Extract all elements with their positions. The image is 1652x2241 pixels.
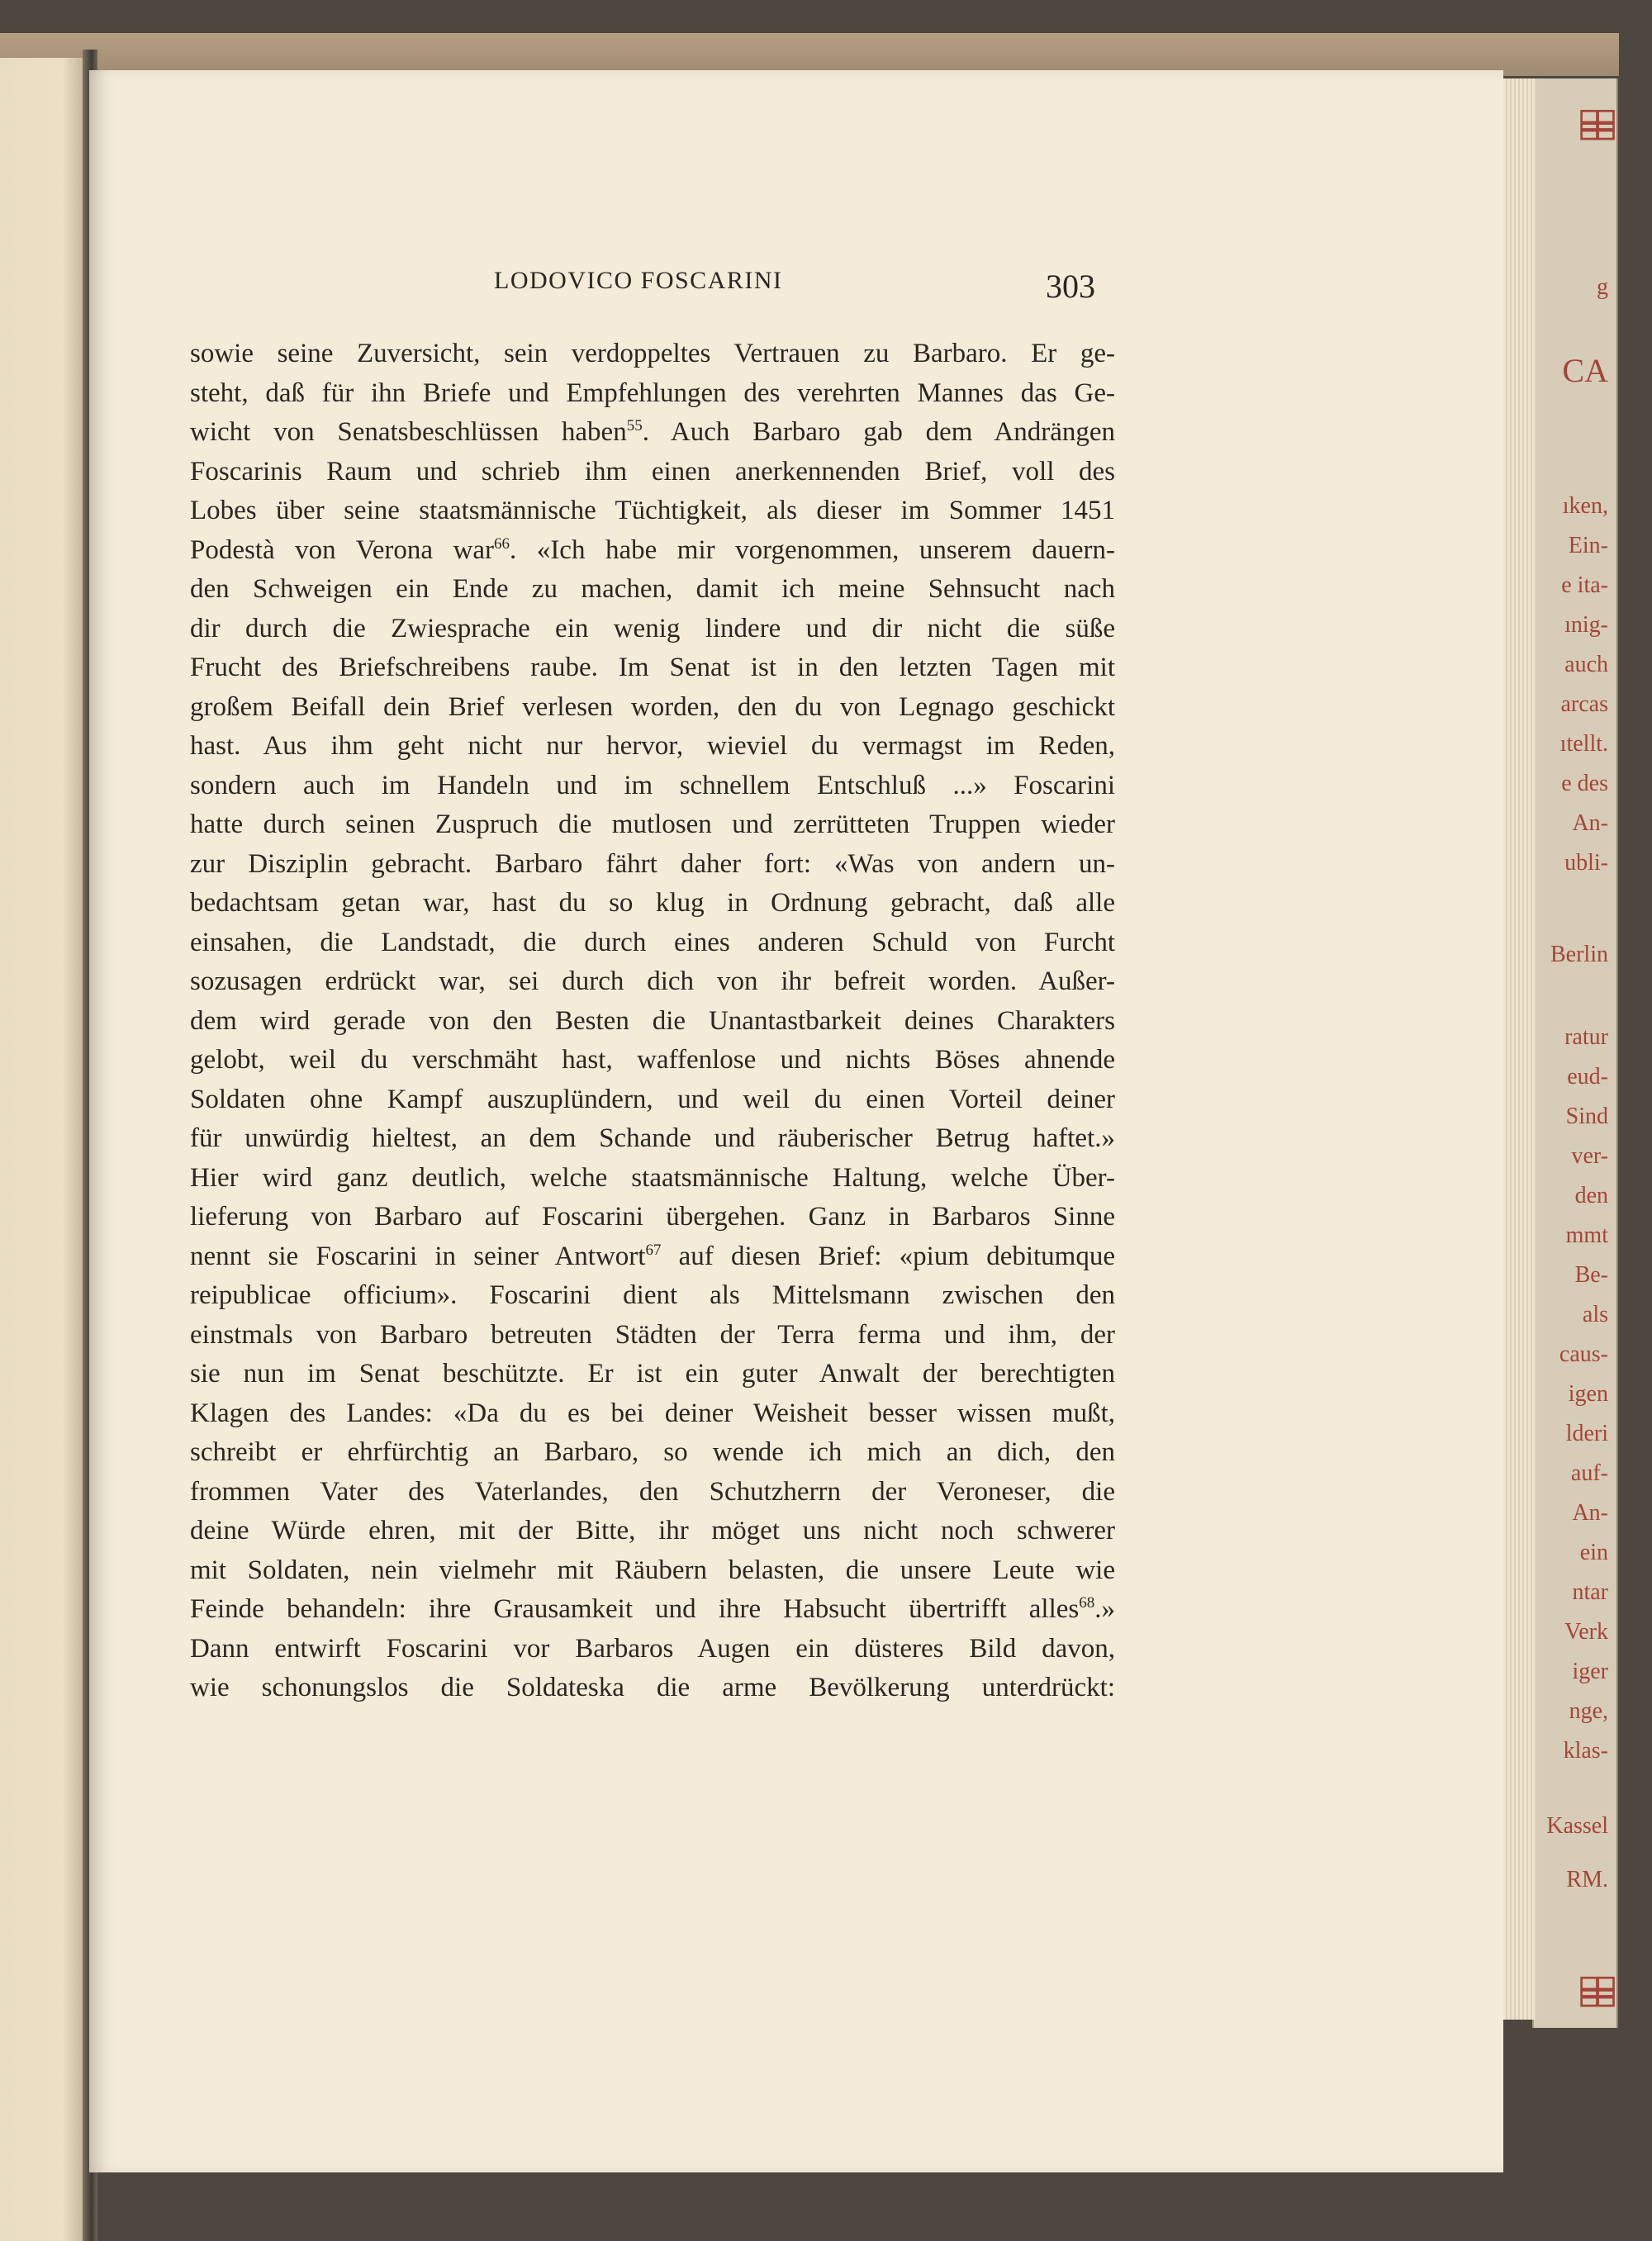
- jacket-fragment: e des: [1561, 771, 1608, 796]
- text-line: Klagen des Landes: «Da du es bei deiner Weisheit besser wissen mußt,: [190, 1398, 1115, 1428]
- jacket-fragment: iger: [1572, 1659, 1608, 1684]
- jacket-fragment: ein: [1579, 1540, 1608, 1565]
- jacket-fragment: klas-: [1563, 1738, 1608, 1764]
- jacket-fragment: ınig-: [1564, 612, 1608, 638]
- text-line: dem wird gerade von den Besten die Unantastbarkeit deines Charakters: [190, 1005, 1115, 1036]
- running-head: LODOVICO FOSCARINI: [494, 267, 783, 294]
- text-line: schreibt er ehrfürchtig an Barbaro, so wende ich mich an dich, den: [190, 1437, 1115, 1467]
- text-line: wicht von Senatsbeschlüssen haben$^{55}$. Auch Barbaro gab dem Andrängen: [190, 417, 1116, 447]
- jacket-fragment: nge,: [1569, 1698, 1608, 1724]
- footnote-ref: 67: [645, 1241, 662, 1259]
- text-line: für unwürdig hieltest, an dem Schande und räuberischer Betrug haftet.»: [190, 1123, 1115, 1153]
- text-line: einsahen, die Landstadt, die durch eines anderen Schuld von Furcht: [190, 927, 1115, 957]
- text-line: Foscarinis Raum und schrieb ihm einen anerkennenden Brief, voll des: [190, 456, 1115, 487]
- jacket-fragment: g: [1597, 274, 1608, 300]
- book-page: [89, 70, 1503, 2172]
- text-line: hast. Aus ihm geht nicht nur hervor, wieviel du vermagst im Reden,: [190, 731, 1115, 761]
- jacket-fragment: igen: [1568, 1381, 1608, 1407]
- jacket-fragment: auch: [1564, 652, 1608, 677]
- jacket-fragment: lderi: [1565, 1421, 1608, 1446]
- text-line: lieferung von Barbaro auf Foscarini übergehen. Ganz in Barbaros Sinne: [190, 1202, 1115, 1232]
- text-line: hatte durch seinen Zuspruch die mutlosen und zerrütteten Truppen wieder: [190, 810, 1115, 839]
- left-page-edge: [0, 58, 89, 2241]
- jacket-fragment: Sind: [1565, 1104, 1608, 1129]
- text-line: einstmals von Barbaro betreuten Städten der Terra ferma und ihm, der: [190, 1319, 1115, 1350]
- jacket-fragment: ntar: [1572, 1579, 1608, 1605]
- jacket-fragment: caus-: [1559, 1341, 1608, 1367]
- greek-key-ornament-icon: ⌸⌸: [1580, 1974, 1612, 2011]
- jacket-fragment: ıken,: [1562, 493, 1608, 519]
- text-line: dir durch die Zwiesprache ein wenig lindere und dir nicht die süße: [190, 613, 1115, 643]
- text-line: den Schweigen ein Ende zu machen, damit ich meine Sehnsucht nach: [190, 574, 1115, 604]
- text-line: Lobes über seine staatsmännische Tüchtigkeit, als dieser im Sommer 1451: [190, 496, 1115, 525]
- jacket-fragment: An-: [1572, 1500, 1608, 1526]
- jacket-fragment: Verk: [1564, 1619, 1608, 1645]
- text-line: nennt sie Foscarini in seiner Antwort$^{67}$ auf diesen Brief: «pium debitumque: [190, 1241, 1115, 1271]
- text-line: steht, daß für ihn Briefe und Empfehlungen des verehrten Mannes das Ge-: [190, 377, 1115, 408]
- jacket-fragment: ver-: [1571, 1143, 1608, 1169]
- footnote-ref: 68: [1079, 1594, 1095, 1612]
- text-line: bedachtsam getan war, hast du so klug in Ordnung gebracht, daß alle: [190, 888, 1115, 918]
- jacket-fragment: auf-: [1570, 1460, 1608, 1486]
- text-line: sowie seine Zuversicht, sein verdoppeltes Vertrauen zu Barbaro. Er ge-: [190, 339, 1115, 368]
- text-line: wie schonungslos die Soldateska die arme Bevölkerung unterdrückt:: [190, 1673, 1115, 1702]
- page-edges: [1499, 78, 1536, 2020]
- text-line: sie nun im Senat beschützte. Er ist ein guter Anwalt der berechtigten: [190, 1359, 1115, 1389]
- jacket-fragment: als: [1582, 1302, 1608, 1327]
- jacket-fragment: Ein-: [1568, 533, 1608, 558]
- text-line: Podestà von Verona war$^{66}$. «Ich habe mir vorgenommen, unserem dauern-: [190, 534, 1115, 565]
- text-line: deine Würde ehren, mit der Bitte, ihr möget uns nicht noch schwerer: [190, 1516, 1115, 1545]
- text-line: Hier wird ganz deutlich, welche staatsmännische Haltung, welche Über-: [190, 1162, 1115, 1193]
- jacket-fragment: eud-: [1567, 1064, 1608, 1090]
- greek-key-ornament-icon: ⌸⌸: [1580, 107, 1612, 144]
- text-line: Frucht des Briefschreibens raube. Im Senat ist in den letzten Tagen mit: [190, 653, 1115, 682]
- text-line: mit Soldaten, nein vielmehr mit Räubern belasten, die unsere Leute wie: [190, 1555, 1115, 1585]
- jacket-fragment: arcas: [1560, 691, 1608, 717]
- jacket-fragment: ubli-: [1564, 850, 1608, 876]
- footnote-ref: 66: [494, 534, 510, 553]
- text-line: sondern auch im Handeln und im schnellem Entschluß ...» Foscarini: [190, 770, 1115, 800]
- jacket-fragment: mmt: [1565, 1223, 1608, 1248]
- jacket-fragment: Kassel: [1546, 1813, 1608, 1839]
- jacket-fragment: ratur: [1564, 1024, 1608, 1050]
- jacket-fragment: CA: [1562, 352, 1608, 389]
- text-line: zur Disziplin gebracht. Barbaro fährt daher fort: «Was von andern un-: [190, 848, 1115, 879]
- text-line: gelobt, weil du verschmäht hast, waffenlose und nichts Böses ahnende: [190, 1045, 1115, 1075]
- text-line: sozusagen erdrückt war, sei durch dich von ihr befreit worden. Außer-: [190, 966, 1115, 996]
- jacket-fragment: Be-: [1574, 1262, 1608, 1288]
- text-line: Dann entwirft Foscarini vor Barbaros Augen ein düsteres Bild davon,: [190, 1633, 1115, 1664]
- text-line: reipublicae officium». Foscarini dient als Mittelsmann zwischen den: [190, 1280, 1115, 1310]
- jacket-fragment: e ita-: [1561, 572, 1608, 598]
- body-text: [190, 335, 1115, 1708]
- jacket-fragment: Berlin: [1550, 942, 1608, 967]
- jacket-fragment: ıtellt.: [1559, 731, 1608, 757]
- dust-jacket-text: [1536, 83, 1615, 2015]
- text-line: frommen Vater des Vaterlandes, den Schutzherrn der Veroneser, die: [190, 1476, 1115, 1507]
- page-number: 303: [1046, 268, 1095, 305]
- jacket-fragment: den: [1574, 1183, 1608, 1208]
- jacket-fragment: RM.: [1566, 1867, 1608, 1892]
- text-line: Soldaten ohne Kampf auszuplündern, und weil du einen Vorteil deiner: [190, 1084, 1115, 1114]
- jacket-fragment: An-: [1572, 810, 1608, 836]
- text-line: Feinde behandeln: ihre Grausamkeit und ihre Habsucht übertrifft alles$^{68}$.»: [190, 1594, 1115, 1624]
- footnote-ref: 55: [626, 417, 643, 434]
- text-line: großem Beifall dein Brief verlesen worden, den du von Legnago geschickt: [190, 691, 1115, 722]
